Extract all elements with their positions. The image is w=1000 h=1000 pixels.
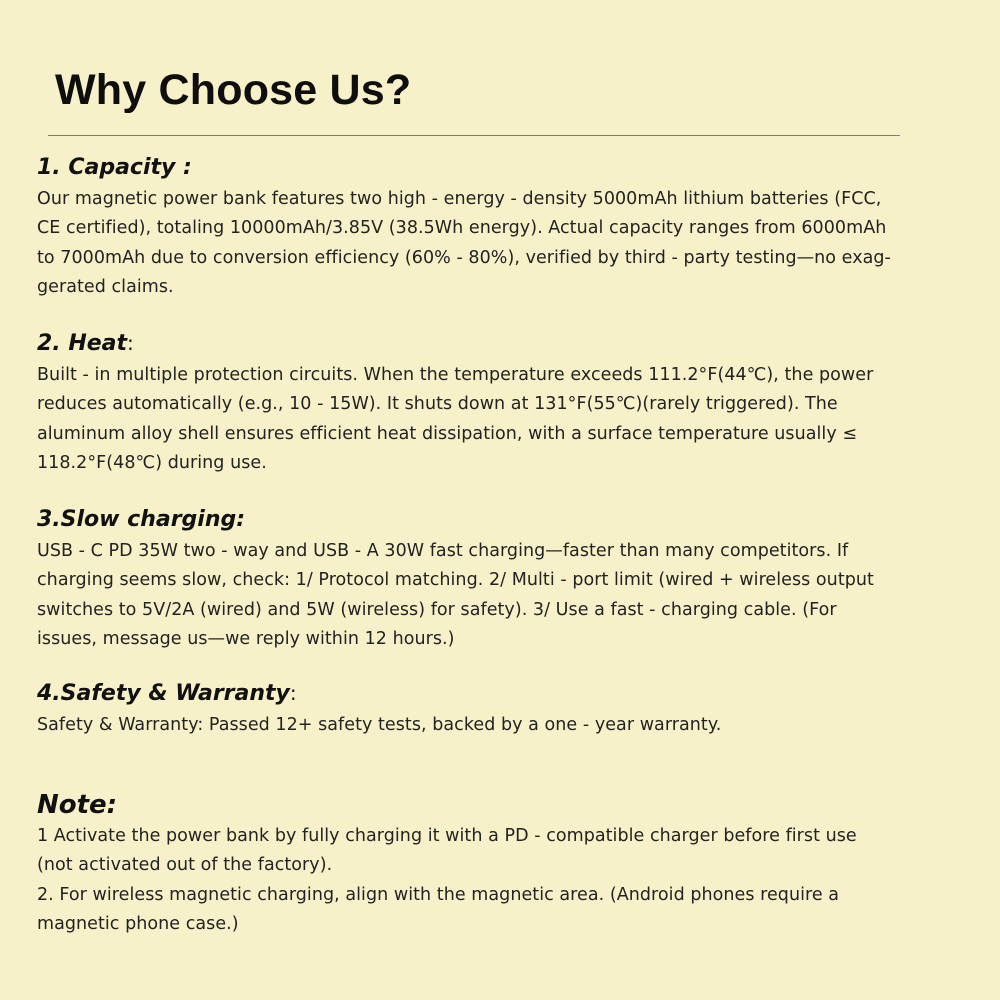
body-line: Built - in multiple protection circuits. When the temperature exceeds 111.2°F(44℃), the power bbox=[37, 365, 874, 385]
section-heading-colon: : bbox=[127, 331, 134, 355]
body-line: switches to 5V/2A (wired) and 5W (wireless) for safety). 3/ Use a fast - charging cable. (For bbox=[37, 599, 837, 620]
body-line: to 7000mAh due to conversion efficiency (60% - 80%), verified by third - party testing—no exag- bbox=[37, 247, 891, 268]
section-heading bbox=[37, 152, 977, 183]
body-line: 2. For wireless magnetic charging, align with the magnetic area. (Android phones require a bbox=[37, 884, 840, 905]
section-note bbox=[37, 788, 977, 939]
section-heading bbox=[37, 678, 977, 709]
body-line: gerated claims. bbox=[37, 276, 174, 297]
body-line: issues, message us—we reply within 12 hours.) bbox=[37, 628, 455, 649]
body-line: aluminum alloy shell ensures efficient heat dissipation, with a surface temperature usually ≤ bbox=[37, 423, 858, 444]
section-heading-text: 2. Heat bbox=[37, 331, 128, 356]
section-body bbox=[37, 537, 977, 654]
body-line: CE certified), totaling 10000mAh/3.85V (38.5Wh energy). Actual capacity ranges from 6000mAh bbox=[37, 218, 887, 239]
body-line: 118.2°F(48℃) during use. bbox=[37, 452, 267, 473]
section-capacity bbox=[37, 152, 977, 302]
body-line: USB - C PD 35W two - way and USB - A 30W fast charging—faster than many competitors. If bbox=[37, 541, 849, 561]
body-line: charging seems slow, check: 1/ Protocol matching. 2/ Multi - port limit (wired + wireless output bbox=[37, 570, 874, 591]
section-body bbox=[37, 185, 977, 302]
body-line: Our magnetic power bank features two high - energy - density 5000mAh lithium batteries (FCC, bbox=[37, 189, 882, 209]
body-line: Safety & Warranty: Passed 12+ safety tests, backed by a one - year warranty. bbox=[37, 715, 722, 735]
body-line: magnetic phone case.) bbox=[37, 913, 239, 934]
body-line: reduces automatically (e.g., 10 - 15W). It shuts down at 131°F(55℃)(rarely triggered). The bbox=[37, 394, 838, 415]
section-heading bbox=[37, 504, 977, 535]
section-heading-text: 1. Capacity : bbox=[37, 155, 192, 180]
section-slow-charging bbox=[37, 504, 977, 654]
section-body bbox=[37, 711, 977, 740]
body-line: (not activated out of the factory). bbox=[37, 855, 333, 876]
section-heading bbox=[37, 328, 977, 359]
title-divider bbox=[48, 135, 900, 136]
section-heading-text: 3.Slow charging: bbox=[37, 507, 246, 532]
note-heading: Note: bbox=[37, 790, 118, 820]
section-heading-colon: : bbox=[289, 681, 297, 705]
page-title: Why Choose Us? bbox=[55, 66, 412, 114]
note-body bbox=[37, 822, 977, 939]
body-line: 1 Activate the power bank by fully charging it with a PD - compatible charger before first use bbox=[37, 826, 857, 846]
section-safety-warranty bbox=[37, 678, 977, 740]
section-heading-text: 4.Safety & Warranty bbox=[37, 681, 290, 706]
section-heat bbox=[37, 328, 977, 478]
section-body bbox=[37, 361, 977, 478]
